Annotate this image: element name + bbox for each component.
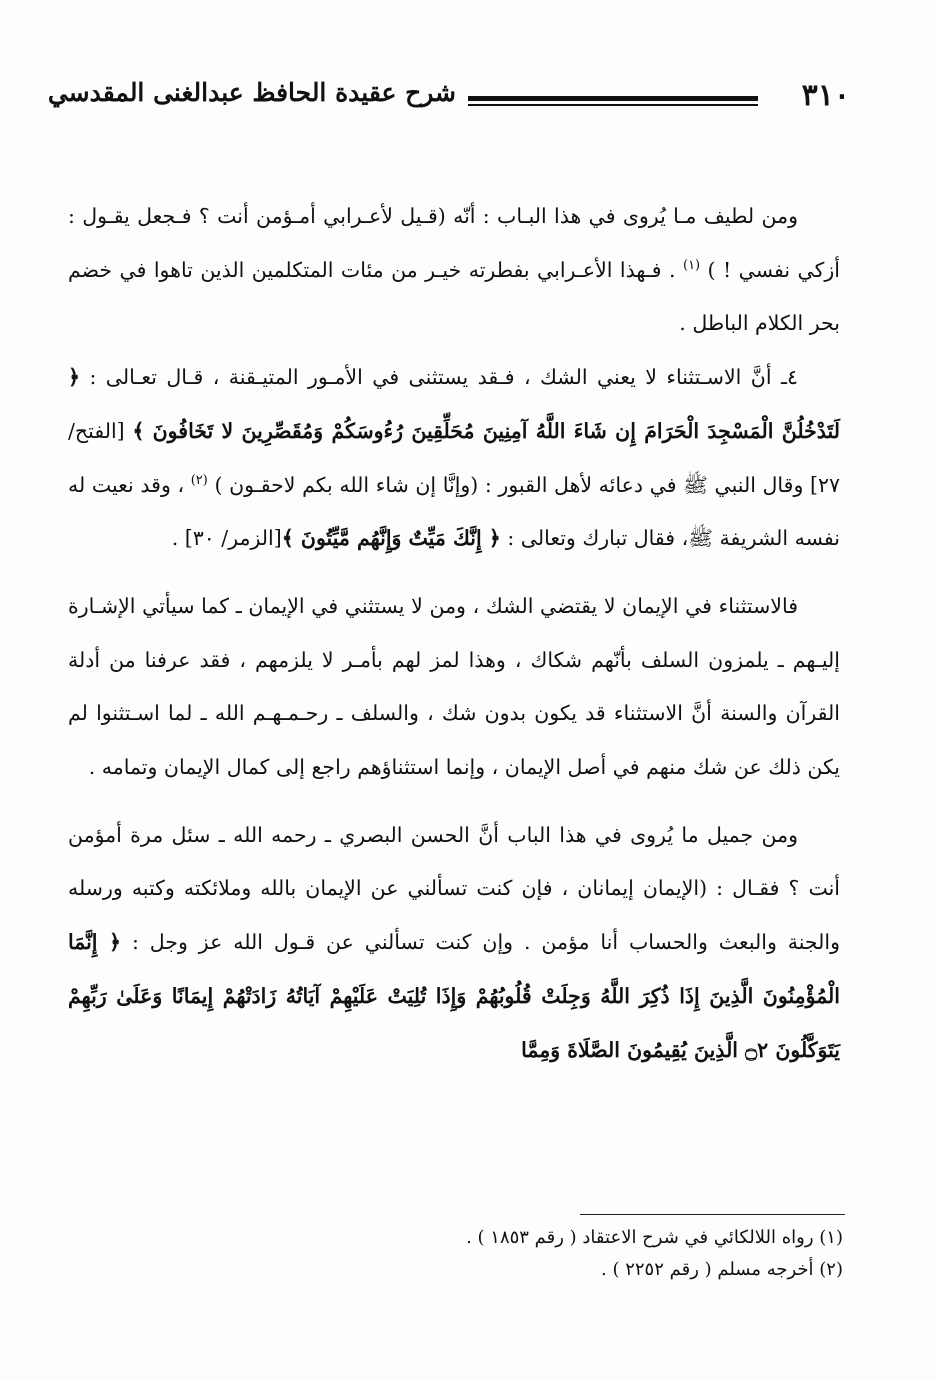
running-title: شرح عقيدة الحافظ عبدالغنى المقدسي xyxy=(47,78,456,107)
text-segment: ومن لطيف مـا يُروى في هذا البـاب : أنّه (قـيل لأعـرابي أمـؤمن أنت ؟ فـجعل يقـول : أزكي نفسي ! ) xyxy=(68,204,840,282)
header-rule xyxy=(468,96,758,106)
text-segment: ٤ـ أنَّ الاسـتثناء لا يعني الشك ، فـقد يستثنى في الأمـور المتيـقنة ، قـال تعـالى : xyxy=(80,365,798,390)
footnotes xyxy=(68,1222,843,1286)
footnote-divider xyxy=(580,1214,845,1215)
text-segment: ، وقد نعيت له نفسه الشريفة ﷺ، فقال تبارك وتعالى : xyxy=(68,472,840,551)
text-segment: ومن جميل ما يُروى في هذا الباب أنَّ الحسن البصري ـ رحمه الله ـ سئل مرة أمؤمن أنت ؟ فقـال : (الإيمان إيمانان ، فإن كنت تسألني عن الإيمان بالله وملائكته وكتبه ورسله والجنة والبعث والحساب أنا مؤمن . وإن كنت تسألني عن قـول الله عز وجل : xyxy=(68,822,840,955)
paragraph xyxy=(68,580,840,795)
footnote-2: (٢) أخرجه مسلم ( رقم ٢٢٥٢ ) . xyxy=(601,1259,843,1280)
page-header xyxy=(20,78,850,128)
page-number: ٣١٠ xyxy=(801,78,850,113)
text-segment: فالاستثناء في الإيمان لا يقتضي الشك ، ومن لا يستثني في الإيمان ـ كما سيأتي الإشـارة إليـهم ـ يلمزون السلف بأنّهم شكاك ، وهذا لمز لهم بأمـر لا يلزمهم ، فقد عرفنا من أدلة القرآن والسنة أنَّ الاستثناء قد يكون بدون شك ، والسلف ـ رحـمـهـم الله ـ لما اسـتثنوا لم يكن ذلك عن شك منهم في أصل الإيمان ، وإنما استثناؤهم راجع إلى كمال الإيمان وتمامه . xyxy=(68,593,840,780)
text-segment: [الزمر/ ٣٠] . xyxy=(171,526,282,551)
quran-verse: ﴿ لَتَدْخُلُنَّ الْمَسْجِدَ الْحَرَامَ إِن شَاءَ اللَّهُ آمِنِينَ مُحَلِّقِينَ رُءُوسَكُمْ وَمُقَصِّرِينَ لا تَخَافُونَ ﴾ xyxy=(68,365,840,443)
quran-verse: ﴿ إِنَّمَا الْمُؤْمِنُونَ الَّذِينَ إِذَا ذُكِرَ اللَّهُ وَجِلَتْ قُلُوبُهُمْ وَإِذَا تُلِيَتْ عَلَيْهِمْ آيَاتُهُ زَادَتْهُمْ إِيمَانًا وَعَلَىٰ رَبِّهِمْ يَتَوَكَّلُونَ ۝٢ الَّذِينَ يُقِيمُونَ الصَّلَاةَ وَمِمَّا xyxy=(68,930,840,1062)
text-segment: [الفتح/ ٢٧] وقال النبي ﷺ في دعائه لأهل القبور : (وإنَّا إن شاء الله بكم لاحقـون ) xyxy=(68,418,840,497)
footnote-ref-1: (١) xyxy=(682,257,701,273)
body-text xyxy=(68,190,840,1077)
quran-verse: ﴿ إِنَّكَ مَيِّتٌ وَإِنَّهُم مَّيِّتُونَ ﴾ xyxy=(281,526,501,551)
paragraph xyxy=(68,351,840,566)
text-segment: . فـهذا الأعـرابي بفطرته خيـر من مئات المتكلمين الذين تاهوا في خضم بحر الكلام الباطل . xyxy=(68,257,840,336)
paragraph xyxy=(68,809,840,1078)
paragraph xyxy=(68,190,840,351)
footnote-1: (١) رواه اللالكائي في شرح الاعتقاد ( رقم ١٨٥٣ ) . xyxy=(466,1227,843,1248)
footnote-ref-2: (٢) xyxy=(190,472,208,488)
